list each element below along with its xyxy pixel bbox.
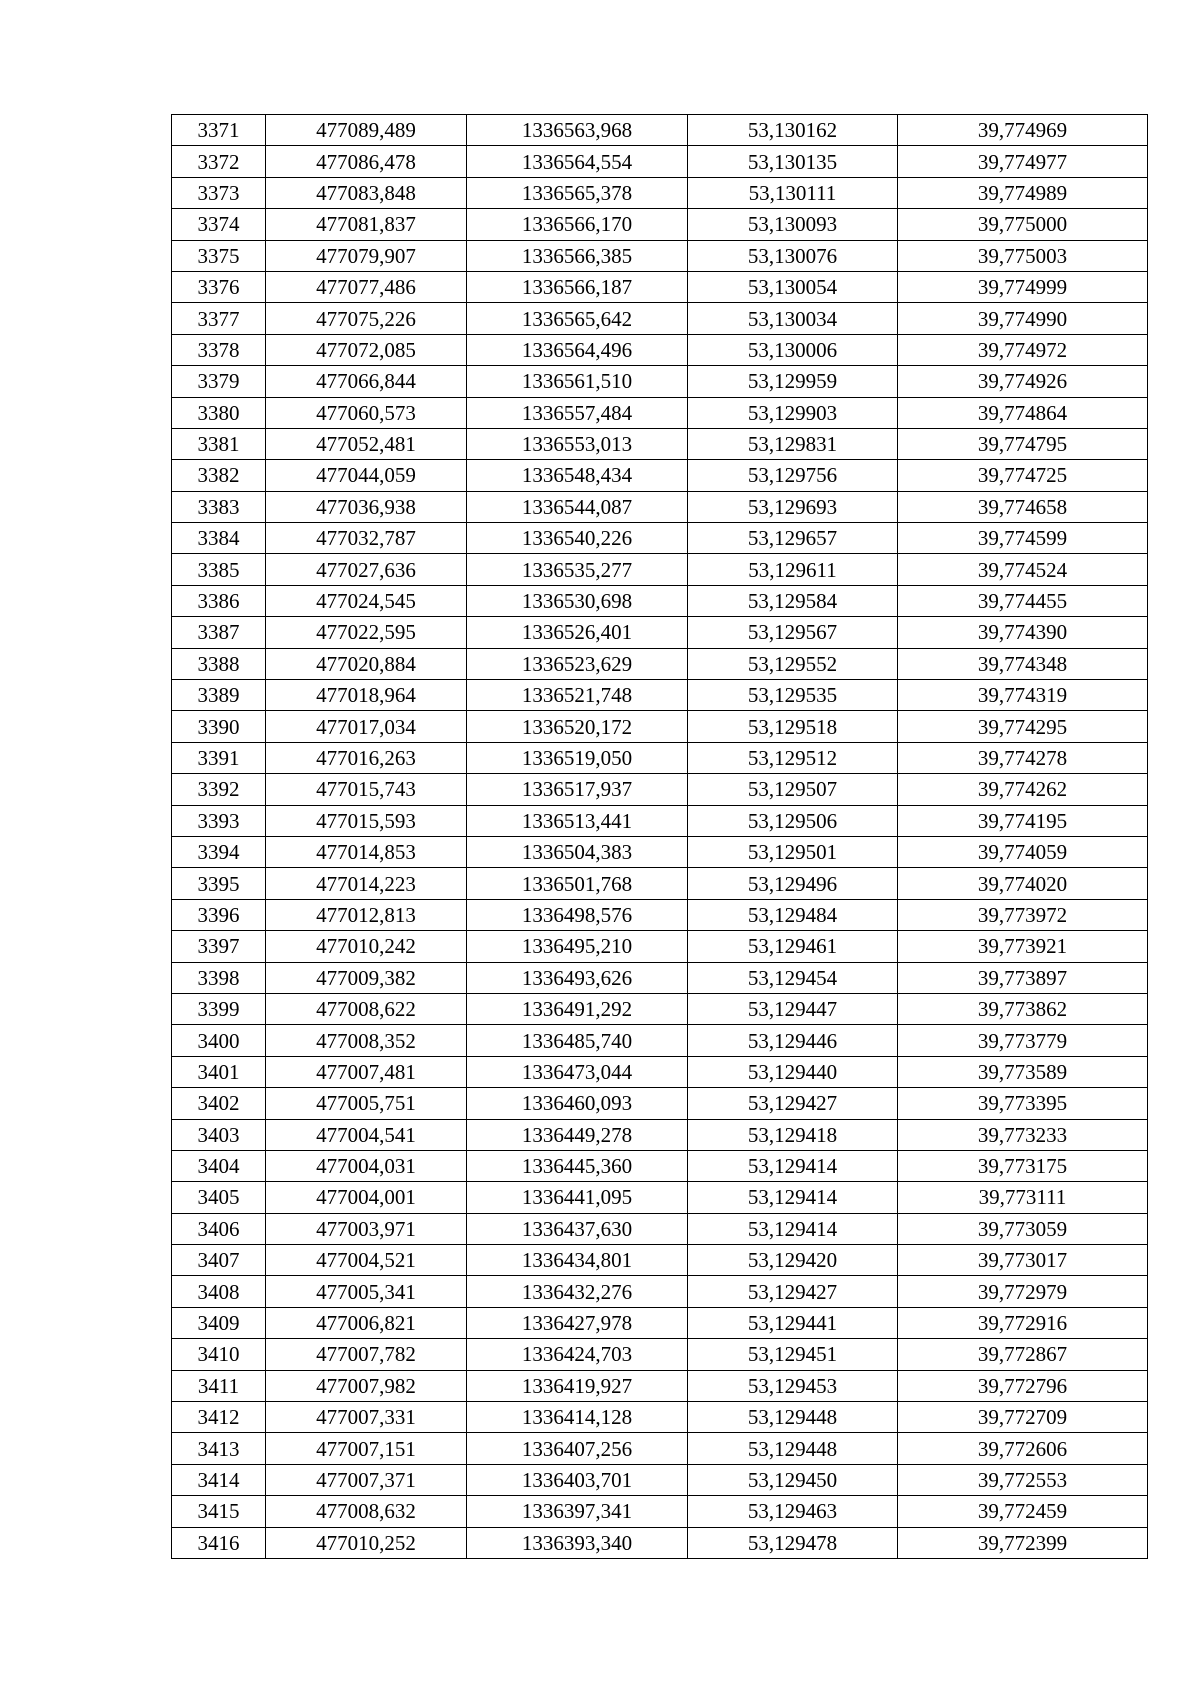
y-coordinate-cell: 1336521,748 [467,680,688,711]
y-coordinate-cell: 1336540,226 [467,523,688,554]
point-number-cell: 3393 [172,805,266,836]
y-coordinate-cell: 1336397,341 [467,1496,688,1527]
table-row [172,209,1148,240]
point-number-cell: 3400 [172,1025,266,1056]
coordinates-table [171,114,1148,1559]
point-number-cell: 3403 [172,1119,266,1150]
table-row [172,962,1148,993]
x-coordinate-cell: 477081,837 [266,209,467,240]
table-row [172,554,1148,585]
longitude-cell: 39,772979 [898,1276,1148,1307]
y-coordinate-cell: 1336403,701 [467,1464,688,1495]
point-number-cell: 3415 [172,1496,266,1527]
y-coordinate-cell: 1336495,210 [467,931,688,962]
x-coordinate-cell: 477079,907 [266,240,467,271]
y-coordinate-cell: 1336501,768 [467,868,688,899]
table-row [172,931,1148,962]
y-coordinate-cell: 1336441,095 [467,1182,688,1213]
x-coordinate-cell: 477004,521 [266,1245,467,1276]
point-number-cell: 3376 [172,271,266,302]
point-number-cell: 3414 [172,1464,266,1495]
x-coordinate-cell: 477003,971 [266,1213,467,1244]
y-coordinate-cell: 1336407,256 [467,1433,688,1464]
y-coordinate-cell: 1336445,360 [467,1150,688,1181]
point-number-cell: 3404 [172,1150,266,1181]
table-row [172,366,1148,397]
table-row [172,711,1148,742]
table-row [172,836,1148,867]
table-row [172,1056,1148,1087]
point-number-cell: 3407 [172,1245,266,1276]
x-coordinate-cell: 477004,031 [266,1150,467,1181]
table-row [172,1213,1148,1244]
x-coordinate-cell: 477052,481 [266,428,467,459]
table-row [172,1339,1148,1370]
longitude-cell: 39,774989 [898,177,1148,208]
x-coordinate-cell: 477009,382 [266,962,467,993]
x-coordinate-cell: 477007,371 [266,1464,467,1495]
y-coordinate-cell: 1336553,013 [467,428,688,459]
latitude-cell: 53,130054 [688,271,898,302]
y-coordinate-cell: 1336473,044 [467,1056,688,1087]
y-coordinate-cell: 1336434,801 [467,1245,688,1276]
point-number-cell: 3412 [172,1402,266,1433]
y-coordinate-cell: 1336565,642 [467,303,688,334]
x-coordinate-cell: 477007,481 [266,1056,467,1087]
latitude-cell: 53,129496 [688,868,898,899]
latitude-cell: 53,129501 [688,836,898,867]
table-row [172,1464,1148,1495]
latitude-cell: 53,129552 [688,648,898,679]
y-coordinate-cell: 1336535,277 [467,554,688,585]
longitude-cell: 39,773779 [898,1025,1148,1056]
latitude-cell: 53,129693 [688,491,898,522]
y-coordinate-cell: 1336424,703 [467,1339,688,1370]
longitude-cell: 39,774658 [898,491,1148,522]
latitude-cell: 53,129756 [688,460,898,491]
longitude-cell: 39,774295 [898,711,1148,742]
longitude-cell: 39,772867 [898,1339,1148,1370]
x-coordinate-cell: 477006,821 [266,1307,467,1338]
y-coordinate-cell: 1336526,401 [467,617,688,648]
x-coordinate-cell: 477008,622 [266,993,467,1024]
x-coordinate-cell: 477077,486 [266,271,467,302]
table-row [172,491,1148,522]
y-coordinate-cell: 1336520,172 [467,711,688,742]
x-coordinate-cell: 477015,743 [266,774,467,805]
point-number-cell: 3402 [172,1088,266,1119]
longitude-cell: 39,773862 [898,993,1148,1024]
longitude-cell: 39,772459 [898,1496,1148,1527]
table-row [172,1370,1148,1401]
y-coordinate-cell: 1336432,276 [467,1276,688,1307]
longitude-cell: 39,774999 [898,271,1148,302]
table-row [172,271,1148,302]
latitude-cell: 53,129427 [688,1088,898,1119]
point-number-cell: 3374 [172,209,266,240]
point-number-cell: 3375 [172,240,266,271]
table-row [172,774,1148,805]
latitude-cell: 53,129512 [688,742,898,773]
latitude-cell: 53,130006 [688,334,898,365]
longitude-cell: 39,772916 [898,1307,1148,1338]
table-row [172,1119,1148,1150]
point-number-cell: 3405 [172,1182,266,1213]
y-coordinate-cell: 1336566,170 [467,209,688,240]
point-number-cell: 3397 [172,931,266,962]
point-number-cell: 3385 [172,554,266,585]
latitude-cell: 53,129448 [688,1402,898,1433]
y-coordinate-cell: 1336485,740 [467,1025,688,1056]
y-coordinate-cell: 1336530,698 [467,585,688,616]
table-row [172,428,1148,459]
latitude-cell: 53,130162 [688,115,898,146]
longitude-cell: 39,772606 [898,1433,1148,1464]
table-row [172,1433,1148,1464]
table-row [172,1496,1148,1527]
point-number-cell: 3406 [172,1213,266,1244]
latitude-cell: 53,129414 [688,1150,898,1181]
point-number-cell: 3383 [172,491,266,522]
point-number-cell: 3379 [172,366,266,397]
latitude-cell: 53,129567 [688,617,898,648]
point-number-cell: 3384 [172,523,266,554]
point-number-cell: 3378 [172,334,266,365]
table-row [172,240,1148,271]
longitude-cell: 39,773972 [898,899,1148,930]
latitude-cell: 53,129657 [688,523,898,554]
y-coordinate-cell: 1336517,937 [467,774,688,805]
point-number-cell: 3380 [172,397,266,428]
x-coordinate-cell: 477007,331 [266,1402,467,1433]
latitude-cell: 53,129414 [688,1182,898,1213]
point-number-cell: 3410 [172,1339,266,1370]
latitude-cell: 53,130111 [688,177,898,208]
table-row [172,1276,1148,1307]
latitude-cell: 53,129454 [688,962,898,993]
table-row [172,1182,1148,1213]
longitude-cell: 39,772709 [898,1402,1148,1433]
longitude-cell: 39,773059 [898,1213,1148,1244]
table-row [172,397,1148,428]
y-coordinate-cell: 1336544,087 [467,491,688,522]
latitude-cell: 53,130093 [688,209,898,240]
point-number-cell: 3387 [172,617,266,648]
point-number-cell: 3382 [172,460,266,491]
latitude-cell: 53,129461 [688,931,898,962]
table-row [172,334,1148,365]
x-coordinate-cell: 477007,151 [266,1433,467,1464]
y-coordinate-cell: 1336565,378 [467,177,688,208]
longitude-cell: 39,774926 [898,366,1148,397]
longitude-cell: 39,774864 [898,397,1148,428]
point-number-cell: 3401 [172,1056,266,1087]
longitude-cell: 39,772553 [898,1464,1148,1495]
x-coordinate-cell: 477022,595 [266,617,467,648]
x-coordinate-cell: 477015,593 [266,805,467,836]
table-row [172,1025,1148,1056]
table-row [172,899,1148,930]
latitude-cell: 53,129831 [688,428,898,459]
x-coordinate-cell: 477016,263 [266,742,467,773]
latitude-cell: 53,129440 [688,1056,898,1087]
longitude-cell: 39,773921 [898,931,1148,962]
table-row [172,648,1148,679]
longitude-cell: 39,774455 [898,585,1148,616]
table-row [172,146,1148,177]
x-coordinate-cell: 477036,938 [266,491,467,522]
latitude-cell: 53,129535 [688,680,898,711]
y-coordinate-cell: 1336437,630 [467,1213,688,1244]
y-coordinate-cell: 1336564,496 [467,334,688,365]
point-number-cell: 3377 [172,303,266,334]
y-coordinate-cell: 1336419,927 [467,1370,688,1401]
x-coordinate-cell: 477005,751 [266,1088,467,1119]
latitude-cell: 53,129447 [688,993,898,1024]
longitude-cell: 39,772399 [898,1527,1148,1558]
latitude-cell: 53,129478 [688,1527,898,1558]
y-coordinate-cell: 1336427,978 [467,1307,688,1338]
latitude-cell: 53,129414 [688,1213,898,1244]
latitude-cell: 53,130034 [688,303,898,334]
longitude-cell: 39,774278 [898,742,1148,773]
longitude-cell: 39,773111 [898,1182,1148,1213]
point-number-cell: 3409 [172,1307,266,1338]
y-coordinate-cell: 1336564,554 [467,146,688,177]
x-coordinate-cell: 477010,242 [266,931,467,962]
point-number-cell: 3373 [172,177,266,208]
x-coordinate-cell: 477008,632 [266,1496,467,1527]
y-coordinate-cell: 1336513,441 [467,805,688,836]
point-number-cell: 3389 [172,680,266,711]
longitude-cell: 39,773589 [898,1056,1148,1087]
point-number-cell: 3413 [172,1433,266,1464]
x-coordinate-cell: 477007,982 [266,1370,467,1401]
latitude-cell: 53,129441 [688,1307,898,1338]
table-row [172,523,1148,554]
latitude-cell: 53,129903 [688,397,898,428]
table-row [172,1527,1148,1558]
table-row [172,460,1148,491]
x-coordinate-cell: 477004,001 [266,1182,467,1213]
x-coordinate-cell: 477017,034 [266,711,467,742]
longitude-cell: 39,773897 [898,962,1148,993]
x-coordinate-cell: 477044,059 [266,460,467,491]
longitude-cell: 39,774390 [898,617,1148,648]
latitude-cell: 53,129584 [688,585,898,616]
x-coordinate-cell: 477024,545 [266,585,467,616]
longitude-cell: 39,774020 [898,868,1148,899]
x-coordinate-cell: 477008,352 [266,1025,467,1056]
latitude-cell: 53,129484 [688,899,898,930]
y-coordinate-cell: 1336563,968 [467,115,688,146]
latitude-cell: 53,129448 [688,1433,898,1464]
y-coordinate-cell: 1336548,434 [467,460,688,491]
y-coordinate-cell: 1336498,576 [467,899,688,930]
table-row [172,617,1148,648]
latitude-cell: 53,129450 [688,1464,898,1495]
longitude-cell: 39,774195 [898,805,1148,836]
longitude-cell: 39,774599 [898,523,1148,554]
longitude-cell: 39,774524 [898,554,1148,585]
longitude-cell: 39,774969 [898,115,1148,146]
y-coordinate-cell: 1336566,187 [467,271,688,302]
latitude-cell: 53,130076 [688,240,898,271]
table-row [172,1150,1148,1181]
point-number-cell: 3398 [172,962,266,993]
longitude-cell: 39,775003 [898,240,1148,271]
x-coordinate-cell: 477014,223 [266,868,467,899]
x-coordinate-cell: 477032,787 [266,523,467,554]
table-row [172,115,1148,146]
x-coordinate-cell: 477027,636 [266,554,467,585]
longitude-cell: 39,775000 [898,209,1148,240]
x-coordinate-cell: 477018,964 [266,680,467,711]
point-number-cell: 3390 [172,711,266,742]
table-row [172,742,1148,773]
table-row [172,1307,1148,1338]
x-coordinate-cell: 477010,252 [266,1527,467,1558]
x-coordinate-cell: 477007,782 [266,1339,467,1370]
latitude-cell: 53,129453 [688,1370,898,1401]
longitude-cell: 39,774725 [898,460,1148,491]
longitude-cell: 39,772796 [898,1370,1148,1401]
y-coordinate-cell: 1336393,340 [467,1527,688,1558]
y-coordinate-cell: 1336561,510 [467,366,688,397]
y-coordinate-cell: 1336523,629 [467,648,688,679]
y-coordinate-cell: 1336519,050 [467,742,688,773]
y-coordinate-cell: 1336504,383 [467,836,688,867]
point-number-cell: 3395 [172,868,266,899]
table-row [172,805,1148,836]
y-coordinate-cell: 1336460,093 [467,1088,688,1119]
y-coordinate-cell: 1336566,385 [467,240,688,271]
x-coordinate-cell: 477060,573 [266,397,467,428]
longitude-cell: 39,774262 [898,774,1148,805]
latitude-cell: 53,129446 [688,1025,898,1056]
point-number-cell: 3381 [172,428,266,459]
latitude-cell: 53,129418 [688,1119,898,1150]
x-coordinate-cell: 477014,853 [266,836,467,867]
x-coordinate-cell: 477072,085 [266,334,467,365]
table-row [172,585,1148,616]
point-number-cell: 3391 [172,742,266,773]
longitude-cell: 39,774990 [898,303,1148,334]
point-number-cell: 3396 [172,899,266,930]
longitude-cell: 39,774972 [898,334,1148,365]
latitude-cell: 53,129420 [688,1245,898,1276]
x-coordinate-cell: 477086,478 [266,146,467,177]
latitude-cell: 53,129507 [688,774,898,805]
point-number-cell: 3392 [172,774,266,805]
x-coordinate-cell: 477066,844 [266,366,467,397]
table-row [172,1088,1148,1119]
x-coordinate-cell: 477075,226 [266,303,467,334]
latitude-cell: 53,129463 [688,1496,898,1527]
x-coordinate-cell: 477012,813 [266,899,467,930]
y-coordinate-cell: 1336491,292 [467,993,688,1024]
table-row [172,177,1148,208]
point-number-cell: 3372 [172,146,266,177]
x-coordinate-cell: 477083,848 [266,177,467,208]
y-coordinate-cell: 1336557,484 [467,397,688,428]
longitude-cell: 39,774977 [898,146,1148,177]
longitude-cell: 39,774059 [898,836,1148,867]
y-coordinate-cell: 1336449,278 [467,1119,688,1150]
longitude-cell: 39,774795 [898,428,1148,459]
table-row [172,1402,1148,1433]
longitude-cell: 39,774348 [898,648,1148,679]
table-row [172,303,1148,334]
table-row [172,993,1148,1024]
x-coordinate-cell: 477004,541 [266,1119,467,1150]
longitude-cell: 39,773233 [898,1119,1148,1150]
latitude-cell: 53,129506 [688,805,898,836]
table-row [172,680,1148,711]
latitude-cell: 53,129451 [688,1339,898,1370]
table-row [172,1245,1148,1276]
longitude-cell: 39,773017 [898,1245,1148,1276]
y-coordinate-cell: 1336493,626 [467,962,688,993]
x-coordinate-cell: 477089,489 [266,115,467,146]
x-coordinate-cell: 477020,884 [266,648,467,679]
longitude-cell: 39,773395 [898,1088,1148,1119]
latitude-cell: 53,129959 [688,366,898,397]
longitude-cell: 39,773175 [898,1150,1148,1181]
point-number-cell: 3371 [172,115,266,146]
y-coordinate-cell: 1336414,128 [467,1402,688,1433]
latitude-cell: 53,130135 [688,146,898,177]
point-number-cell: 3386 [172,585,266,616]
latitude-cell: 53,129611 [688,554,898,585]
point-number-cell: 3416 [172,1527,266,1558]
point-number-cell: 3408 [172,1276,266,1307]
latitude-cell: 53,129518 [688,711,898,742]
latitude-cell: 53,129427 [688,1276,898,1307]
table-row [172,868,1148,899]
point-number-cell: 3388 [172,648,266,679]
longitude-cell: 39,774319 [898,680,1148,711]
point-number-cell: 3399 [172,993,266,1024]
coordinates-table-body [172,115,1148,1559]
point-number-cell: 3394 [172,836,266,867]
x-coordinate-cell: 477005,341 [266,1276,467,1307]
point-number-cell: 3411 [172,1370,266,1401]
